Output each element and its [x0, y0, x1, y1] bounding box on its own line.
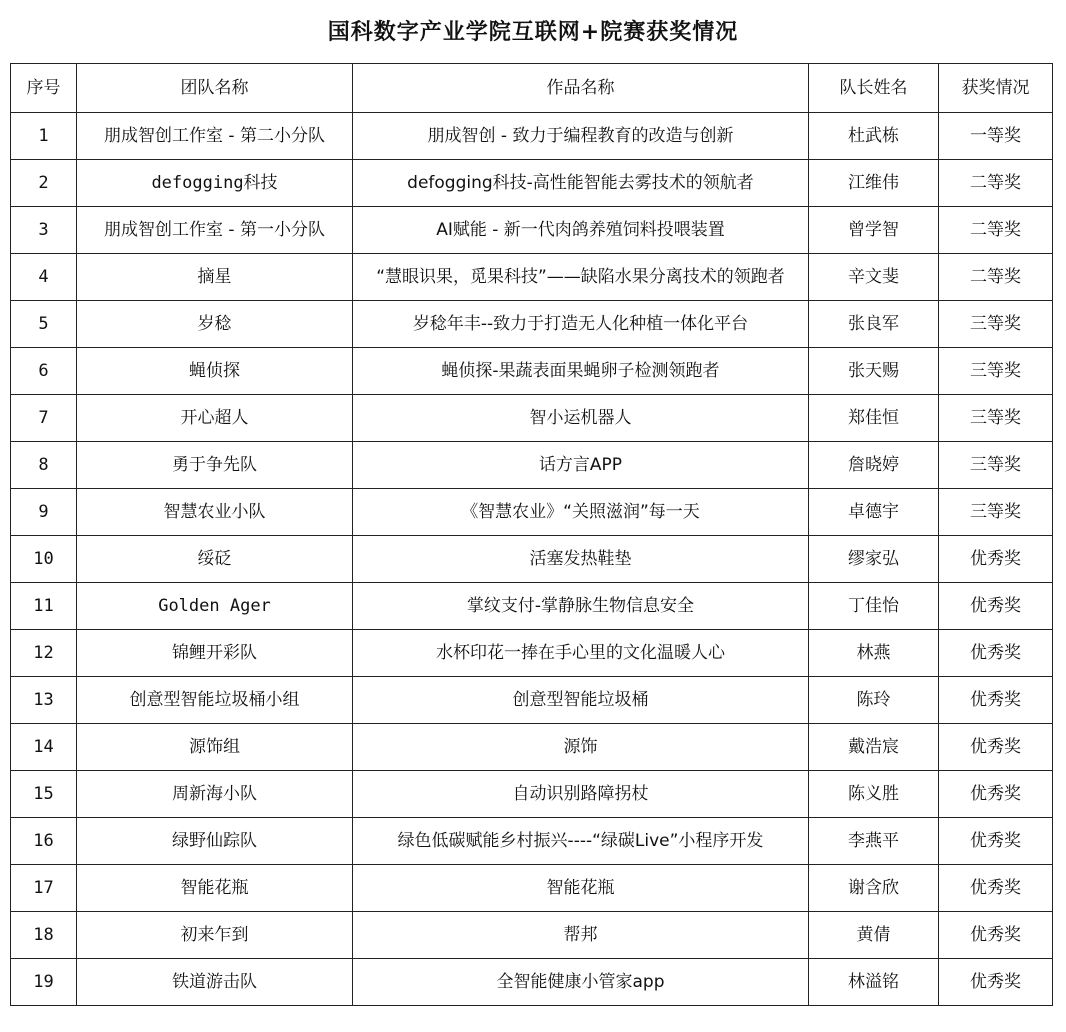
cell-leader: 曾学智: [809, 207, 939, 254]
cell-team: 创意型智能垃圾桶小组: [77, 677, 353, 724]
cell-work: 自动识别路障拐杖: [353, 771, 809, 818]
cell-award: 二等奖: [939, 254, 1053, 301]
table-header-row: [11, 64, 1053, 113]
cell-leader: 张良军: [809, 301, 939, 348]
cell-work: 帮邦: [353, 912, 809, 959]
cell-no: 5: [11, 301, 77, 348]
awards-table: [10, 63, 1053, 1006]
cell-leader: 谢含欣: [809, 865, 939, 912]
cell-team: 绿野仙踪队: [77, 818, 353, 865]
cell-award: 二等奖: [939, 207, 1053, 254]
cell-no: 6: [11, 348, 77, 395]
cell-team: 朋成智创工作室 - 第二小分队: [77, 113, 353, 160]
table-row: [11, 301, 1053, 348]
cell-work: 岁稔年丰--致力于打造无人化种植一体化平台: [353, 301, 809, 348]
table-row: [11, 677, 1053, 724]
header-leader: 队长姓名: [809, 64, 939, 113]
cell-no: 13: [11, 677, 77, 724]
table-row: [11, 536, 1053, 583]
header-award: 获奖情况: [939, 64, 1053, 113]
table-row: [11, 865, 1053, 912]
table-row: [11, 630, 1053, 677]
cell-award: 优秀奖: [939, 818, 1053, 865]
cell-no: 1: [11, 113, 77, 160]
cell-work: 蝇侦探-果蔬表面果蝇卵子检测领跑者: [353, 348, 809, 395]
cell-team: 摘星: [77, 254, 353, 301]
cell-team: 岁稔: [77, 301, 353, 348]
cell-work: 绿色低碳赋能乡村振兴----“绿碳Live”小程序开发: [353, 818, 809, 865]
cell-no: 14: [11, 724, 77, 771]
cell-work: “慧眼识果，觅果科技”——缺陷水果分离技术的领跑者: [353, 254, 809, 301]
page-title: 国科数字产业学院互联网+院赛获奖情况: [327, 19, 739, 45]
cell-no: 16: [11, 818, 77, 865]
table-row: [11, 348, 1053, 395]
cell-leader: 辛文斐: [809, 254, 939, 301]
table-row: [11, 207, 1053, 254]
table-row: [11, 442, 1053, 489]
cell-award: 二等奖: [939, 160, 1053, 207]
table-row: [11, 959, 1053, 1006]
cell-team: Golden Ager: [77, 583, 353, 630]
cell-team: 勇于争先队: [77, 442, 353, 489]
cell-leader: 江维伟: [809, 160, 939, 207]
cell-award: 优秀奖: [939, 630, 1053, 677]
cell-no: 12: [11, 630, 77, 677]
cell-award: 优秀奖: [939, 771, 1053, 818]
cell-award: 三等奖: [939, 301, 1053, 348]
cell-no: 9: [11, 489, 77, 536]
cell-no: 8: [11, 442, 77, 489]
cell-no: 15: [11, 771, 77, 818]
cell-leader: 陈义胜: [809, 771, 939, 818]
cell-work: 智能花瓶: [353, 865, 809, 912]
cell-leader: 卓德宇: [809, 489, 939, 536]
cell-leader: 郑佳恒: [809, 395, 939, 442]
table-row: [11, 113, 1053, 160]
table-row: [11, 912, 1053, 959]
cell-team: 铁道游击队: [77, 959, 353, 1006]
cell-work: 活塞发热鞋垫: [353, 536, 809, 583]
cell-leader: 缪家弘: [809, 536, 939, 583]
cell-work: defogging科技-高性能智能去雾技术的领航者: [353, 160, 809, 207]
table-row: [11, 489, 1053, 536]
cell-award: 优秀奖: [939, 959, 1053, 1006]
cell-no: 19: [11, 959, 77, 1006]
cell-work: 《智慧农业》“关照滋润”每一天: [353, 489, 809, 536]
cell-leader: 杜武栋: [809, 113, 939, 160]
cell-award: 优秀奖: [939, 677, 1053, 724]
table-row: [11, 395, 1053, 442]
cell-work: 创意型智能垃圾桶: [353, 677, 809, 724]
cell-team: 蝇侦探: [77, 348, 353, 395]
cell-award: 优秀奖: [939, 536, 1053, 583]
table-row: [11, 160, 1053, 207]
cell-leader: 戴浩宸: [809, 724, 939, 771]
cell-team: 开心超人: [77, 395, 353, 442]
cell-work: 话方言APP: [353, 442, 809, 489]
cell-team: 智慧农业小队: [77, 489, 353, 536]
table-row: [11, 771, 1053, 818]
cell-leader: 林溢铭: [809, 959, 939, 1006]
cell-leader: 詹晓婷: [809, 442, 939, 489]
cell-award: 优秀奖: [939, 912, 1053, 959]
cell-work: 源饰: [353, 724, 809, 771]
cell-award: 三等奖: [939, 395, 1053, 442]
cell-team: 周新海小队: [77, 771, 353, 818]
cell-award: 优秀奖: [939, 865, 1053, 912]
cell-team: 绥砭: [77, 536, 353, 583]
table-row: [11, 254, 1053, 301]
table-row: [11, 818, 1053, 865]
cell-leader: 林燕: [809, 630, 939, 677]
header-work: 作品名称: [353, 64, 809, 113]
cell-team: 朋成智创工作室 - 第一小分队: [77, 207, 353, 254]
cell-no: 3: [11, 207, 77, 254]
table-row: [11, 724, 1053, 771]
cell-leader: 张天赐: [809, 348, 939, 395]
cell-award: 优秀奖: [939, 583, 1053, 630]
cell-no: 2: [11, 160, 77, 207]
table-body: [11, 113, 1053, 1006]
cell-leader: 黄倩: [809, 912, 939, 959]
cell-no: 7: [11, 395, 77, 442]
cell-work: 水杯印花一捧在手心里的文化温暖人心: [353, 630, 809, 677]
cell-award: 优秀奖: [939, 724, 1053, 771]
cell-work: 智小运机器人: [353, 395, 809, 442]
cell-no: 10: [11, 536, 77, 583]
cell-team: 锦鲤开彩队: [77, 630, 353, 677]
cell-work: 朋成智创 - 致力于编程教育的改造与创新: [353, 113, 809, 160]
cell-team: 初来乍到: [77, 912, 353, 959]
cell-award: 三等奖: [939, 442, 1053, 489]
cell-no: 17: [11, 865, 77, 912]
cell-work: 掌纹支付-掌静脉生物信息安全: [353, 583, 809, 630]
cell-award: 三等奖: [939, 489, 1053, 536]
header-team: 团队名称: [77, 64, 353, 113]
cell-leader: 李燕平: [809, 818, 939, 865]
cell-no: 18: [11, 912, 77, 959]
cell-leader: 陈玲: [809, 677, 939, 724]
cell-team: 源饰组: [77, 724, 353, 771]
cell-award: 一等奖: [939, 113, 1053, 160]
cell-work: AI赋能 - 新一代肉鸽养殖饲料投喂装置: [353, 207, 809, 254]
cell-no: 11: [11, 583, 77, 630]
cell-team: defogging科技: [77, 160, 353, 207]
cell-leader: 丁佳怡: [809, 583, 939, 630]
cell-award: 三等奖: [939, 348, 1053, 395]
cell-work: 全智能健康小管家app: [353, 959, 809, 1006]
header-no: 序号: [11, 64, 77, 113]
table-row: [11, 583, 1053, 630]
cell-team: 智能花瓶: [77, 865, 353, 912]
cell-no: 4: [11, 254, 77, 301]
